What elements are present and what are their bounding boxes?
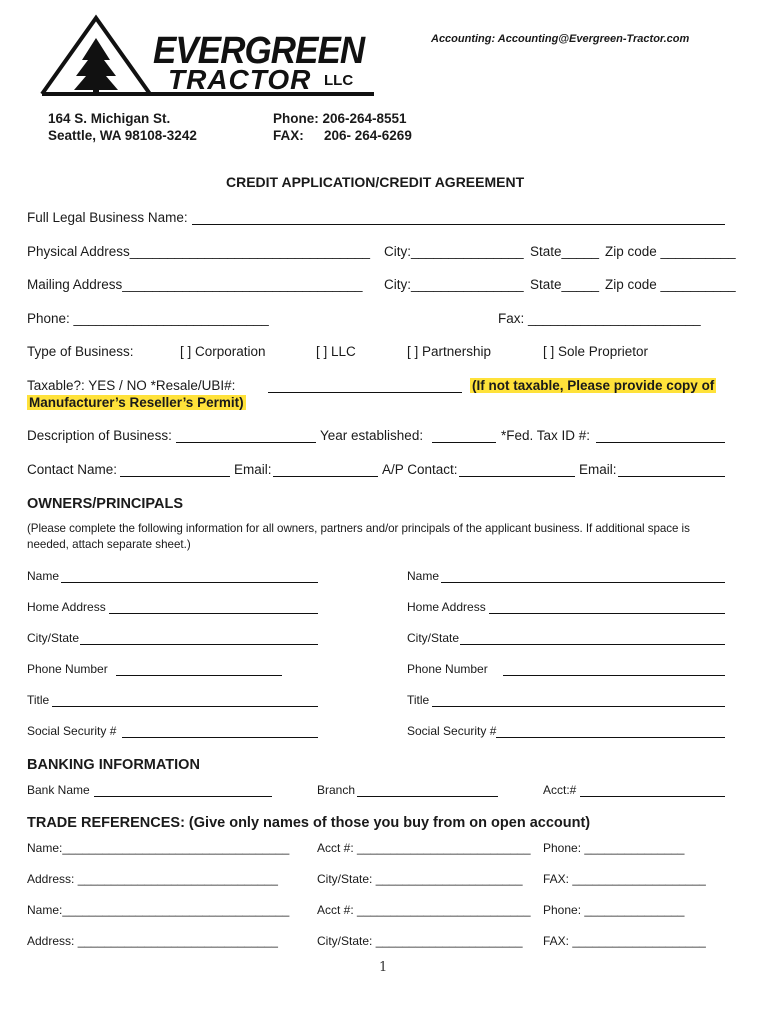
email-label-2: Email: [579,462,617,477]
owner2-title-field[interactable] [432,706,725,707]
owner1-ssn-field[interactable] [122,737,318,738]
owner2-name-field[interactable] [441,582,725,583]
company-logo [38,14,380,100]
ap-contact-field[interactable] [459,476,575,477]
owner1-title-label: Title [27,693,50,707]
page-number: 1 [379,960,388,975]
address-line-1: 164 S. Michigan St. [48,111,171,126]
type-corporation-checkbox[interactable]: [ ] Corporation [180,344,266,359]
trade2-address-field[interactable]: Address: ______________________________ [27,934,278,948]
page-title: CREDIT APPLICATION/CREDIT AGREEMENT [226,174,525,190]
owner1-title-field[interactable] [52,706,318,707]
owner2-title-label: Title [407,693,430,707]
owner1-name-label: Name [27,569,60,583]
bank-name-field[interactable] [94,796,272,797]
address-line-2: Seattle, WA 98108-3242 [48,128,197,143]
trade1-name-field[interactable]: Name:__________________________________ [27,841,290,855]
owner2-phone-label: Phone Number [407,662,488,676]
owner2-citystate-label: City/State [407,631,460,645]
owner1-name-field[interactable] [61,582,318,583]
trade1-phone-field[interactable]: Phone: _______________ [543,841,685,855]
description-field[interactable] [176,442,316,443]
owner1-address-label: Home Address [27,600,106,614]
email-field-2[interactable] [618,476,725,477]
owner1-citystate-field[interactable] [80,644,318,645]
description-label: Description of Business: [27,428,172,443]
owner1-phone-label: Phone Number [27,662,108,676]
contact-name-label: Contact Name: [27,462,118,477]
owner2-ssn-label: Social Security # [407,724,497,738]
trade1-acct-field[interactable]: Acct #: __________________________ [317,841,531,855]
owners-instructions-1: (Please complete the following information for all owners, partners and/or principals of the applicant business. If additional space is [27,522,690,535]
trade2-fax-field[interactable]: FAX: ____________________ [543,934,706,948]
phone-field[interactable]: Phone: __________________________ [27,311,269,326]
logo-word-tractor: TRACTOR [168,64,312,95]
year-established-label: Year established: [320,428,424,443]
fax-number: 206- 264-6269 [324,128,412,143]
accounting-email: Accounting: Accounting@Evergreen-Tractor.com [431,33,690,45]
fax-field[interactable]: Fax: _______________________ [498,311,701,326]
owners-heading: OWNERS/PRINCIPALS [27,496,184,512]
type-llc-checkbox[interactable]: [ ] LLC [316,344,356,359]
email-label-1: Email: [234,462,272,477]
ap-contact-label: A/P Contact: [382,462,458,477]
trade2-acct-field[interactable]: Acct #: __________________________ [317,903,531,917]
legal-name-field[interactable] [192,224,725,225]
logo-llc: LLC [324,72,354,89]
business-type-label: Type of Business: [27,344,134,359]
type-partnership-checkbox[interactable]: [ ] Partnership [407,344,492,359]
bank-acct-field[interactable] [580,796,725,797]
owner2-phone-field[interactable] [503,675,725,676]
physical-address-field[interactable]: Physical Address________________________________ [27,244,371,259]
trade1-fax-field[interactable]: FAX: ____________________ [543,872,706,886]
phone-number: Phone: 206-264-8551 [273,111,407,126]
fax-label: FAX: [273,128,304,143]
logo-word-evergreen: EVERGREEN [153,30,365,72]
banking-heading: BANKING INFORMATION [27,757,200,773]
physical-city-field[interactable]: City:_______________ [384,244,524,259]
owner2-citystate-field[interactable] [460,644,725,645]
type-sole-proprietor-checkbox[interactable]: [ ] Sole Proprietor [543,344,649,359]
resale-ubi-field[interactable] [268,392,462,393]
physical-zip-field[interactable]: Zip code __________ [605,244,736,259]
email-field-1[interactable] [273,476,378,477]
legal-name-label: Full Legal Business Name: [27,210,188,225]
taxable-label: Taxable?: YES / NO *Resale/UBI#: [27,378,236,393]
trade2-phone-field[interactable]: Phone: _______________ [543,903,685,917]
mailing-zip-field[interactable]: Zip code __________ [605,277,736,292]
trade1-address-field[interactable]: Address: ______________________________ [27,872,278,886]
branch-field[interactable] [357,796,498,797]
owner1-ssn-label: Social Security # [27,724,117,738]
mailing-address-field[interactable]: Mailing Address________________________________ [27,277,363,292]
trade2-citystate-field[interactable]: City/State: ______________________ [317,934,523,948]
fed-tax-label: *Fed. Tax ID #: [501,428,591,443]
trade1-citystate-field[interactable]: City/State: ______________________ [317,872,523,886]
physical-state-field[interactable]: State_____ [530,244,600,259]
owner2-address-field[interactable] [489,613,725,614]
bank-name-label: Bank Name [27,783,90,797]
taxable-note-line-1: (If not taxable, Please provide copy of [472,378,715,393]
owner2-ssn-field[interactable] [496,737,725,738]
owners-instructions-2: needed, attach separate sheet.) [27,538,191,551]
mailing-state-field[interactable]: State_____ [530,277,600,292]
bank-acct-label: Acct:# [543,783,577,797]
mailing-city-field[interactable]: City:_______________ [384,277,524,292]
trade2-name-field[interactable]: Name:__________________________________ [27,903,290,917]
owner2-address-label: Home Address [407,600,486,614]
owner2-name-label: Name [407,569,440,583]
trade-references-heading: TRADE REFERENCES: (Give only names of those you buy from on open account) [27,815,591,831]
fed-tax-field[interactable] [596,442,725,443]
owner1-citystate-label: City/State [27,631,80,645]
branch-label: Branch [317,783,356,797]
owner1-address-field[interactable] [109,613,318,614]
year-established-field[interactable] [432,442,496,443]
taxable-note-line-2: Manufacturer’s Reseller’s Permit) [29,395,244,410]
owner1-phone-field[interactable] [116,675,282,676]
contact-name-field[interactable] [120,476,230,477]
